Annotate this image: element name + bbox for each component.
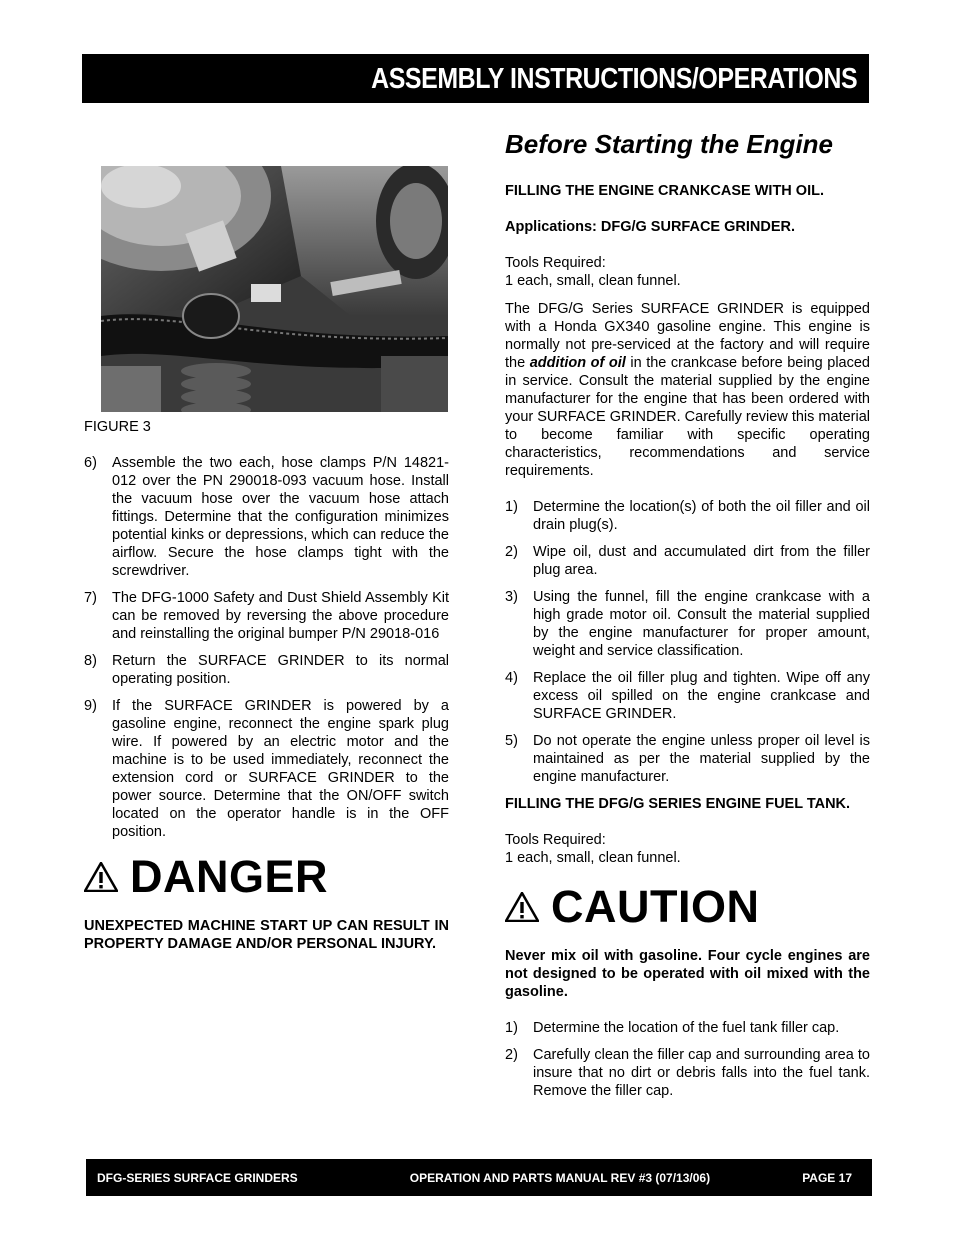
- page-footer-bar: [86, 1159, 872, 1196]
- list-item: [505, 1019, 870, 1037]
- danger-text: UNEXPECTED MACHINE START UP CAN RESULT IN PROPERTY DAMAGE AND/OR PERSONAL INJURY.: [84, 918, 449, 952]
- fuel-steps-list: [505, 1019, 870, 1100]
- list-item: [505, 1046, 870, 1100]
- oil-heading: FILLING THE ENGINE CRANKCASE WITH OIL.: [505, 183, 824, 199]
- figure-3-photo: [101, 166, 448, 412]
- applications-heading: Applications: DFG/G SURFACE GRINDER.: [505, 219, 796, 235]
- step-number: 3): [505, 589, 518, 605]
- step-text: Replace the oil filler plug and tighten. Wipe off any excess oil spilled on the engine crankcase and SURFACE GRINDER.: [533, 670, 870, 722]
- step-text: Return the SURFACE GRINDER to its normal operating position.: [112, 653, 449, 687]
- warning-triangle-icon: [84, 862, 118, 892]
- step-number: 7): [84, 590, 97, 606]
- step-text: Determine the location(s) of both the oil filler and oil drain plug(s).: [533, 499, 870, 533]
- fuel-heading: FILLING THE DFG/G SERIES ENGINE FUEL TANK.: [505, 796, 851, 812]
- warning-triangle-icon: [505, 892, 539, 922]
- right-column: [505, 128, 870, 1109]
- step-text: Determine the location of the fuel tank filler cap.: [533, 1020, 840, 1036]
- engine-belt-photo-illustration: [101, 166, 448, 412]
- assembly-steps-list: [84, 454, 449, 841]
- step-text: Wipe oil, dust and accumulated dirt from the filler plug area.: [533, 544, 870, 578]
- caution-title: CAUTION: [551, 881, 760, 932]
- step-text: Using the funnel, fill the engine crankcase with a high grade motor oil. Consult the material supplied by the engine manufacturer for proper amount, weight and service classification.: [533, 589, 870, 659]
- intro-text-cont: in the crankcase before being placed in service. Consult the material supplied by the engine manufacturer for the engine that has been ordered with your SURFACE GRINDER. Carefully review this material to become familiar with specific operating characteristics, recommendations and service requirements.: [505, 355, 871, 479]
- caution-text: Never mix oil with gasoline. Four cycle engines are not designed to be operated with oil mixed with the gasoline.: [505, 948, 870, 1000]
- tools-item-2: 1 each, small, clean funnel.: [505, 850, 681, 866]
- figure-caption: FIGURE 3: [84, 419, 151, 435]
- list-item: [84, 697, 449, 841]
- list-item: [84, 652, 449, 688]
- step-text: The DFG-1000 Safety and Dust Shield Assembly Kit can be removed by reversing the above procedure and reinstalling the original bumper P/N 29018-016: [112, 590, 449, 642]
- tools-label: Tools Required:: [505, 255, 606, 271]
- list-item: [84, 454, 449, 580]
- intro-text: The DFG/G Series SURFACE GRINDER is equipped with a Honda GX340 gasoline engine. This engine is normally not pre-serviced at the factory and will require the: [505, 301, 870, 371]
- step-number: 1): [505, 499, 518, 515]
- step-number: 4): [505, 670, 518, 686]
- intro-emphasis: addition of oil: [529, 355, 626, 371]
- list-item: [505, 588, 870, 660]
- tools-label-2: Tools Required:: [505, 832, 606, 848]
- footer-center: OPERATION AND PARTS MANUAL REV #3 (07/13/06): [409, 1170, 711, 1185]
- footer-left: DFG-SERIES SURFACE GRINDERS: [97, 1170, 298, 1185]
- step-number: 8): [84, 653, 97, 669]
- caution-heading: [505, 881, 870, 933]
- list-item: [84, 589, 449, 643]
- step-text: Carefully clean the filler cap and surrounding area to insure that no dirt or debris falls into the fuel tank. Remove the filler cap.: [533, 1047, 870, 1099]
- oil-steps-list: [505, 498, 870, 786]
- tools-item: 1 each, small, clean funnel.: [505, 273, 681, 289]
- step-number: 2): [505, 1047, 518, 1063]
- list-item: [505, 498, 870, 534]
- list-item: [505, 732, 870, 786]
- page-header-bar: [82, 54, 869, 103]
- step-number: 5): [505, 733, 518, 749]
- step-number: 1): [505, 1020, 518, 1036]
- intro-paragraph: [505, 300, 870, 480]
- footer-page-number: PAGE 17: [802, 1170, 852, 1185]
- step-number: 6): [84, 455, 97, 471]
- step-text: Assemble the two each, hose clamps P/N 14821-012 over the PN 290018-093 vacuum hose. Install the vacuum hose over the vacuum hose attach fittings. Determine that the configuration minimizes potential kinks or depressions, which can reduce the airflow. Secure the hose clamps tight with the screwdriver.: [112, 455, 449, 579]
- step-text: Do not operate the engine unless proper oil level is maintained as per the material supplied by the engine manufacturer.: [533, 733, 870, 785]
- list-item: [505, 543, 870, 579]
- step-number: 2): [505, 544, 518, 560]
- page-header-title: ASSEMBLY INSTRUCTIONS/OPERATIONS: [370, 62, 857, 95]
- step-number: 9): [84, 698, 97, 714]
- list-item: [505, 669, 870, 723]
- danger-title: DANGER: [130, 851, 329, 902]
- step-text: If the SURFACE GRINDER is powered by a gasoline engine, reconnect the engine spark plug wire. If powered by an electric motor and the machine is to be used immediately, reconnect the extension cord or SURFACE GRINDER to the power source. Determine that the ON/OFF switch located on the operator handle is in the OFF position.: [112, 698, 449, 840]
- danger-heading: [84, 851, 449, 903]
- section-title: Before Starting the Engine: [505, 129, 833, 159]
- left-column: [84, 166, 449, 953]
